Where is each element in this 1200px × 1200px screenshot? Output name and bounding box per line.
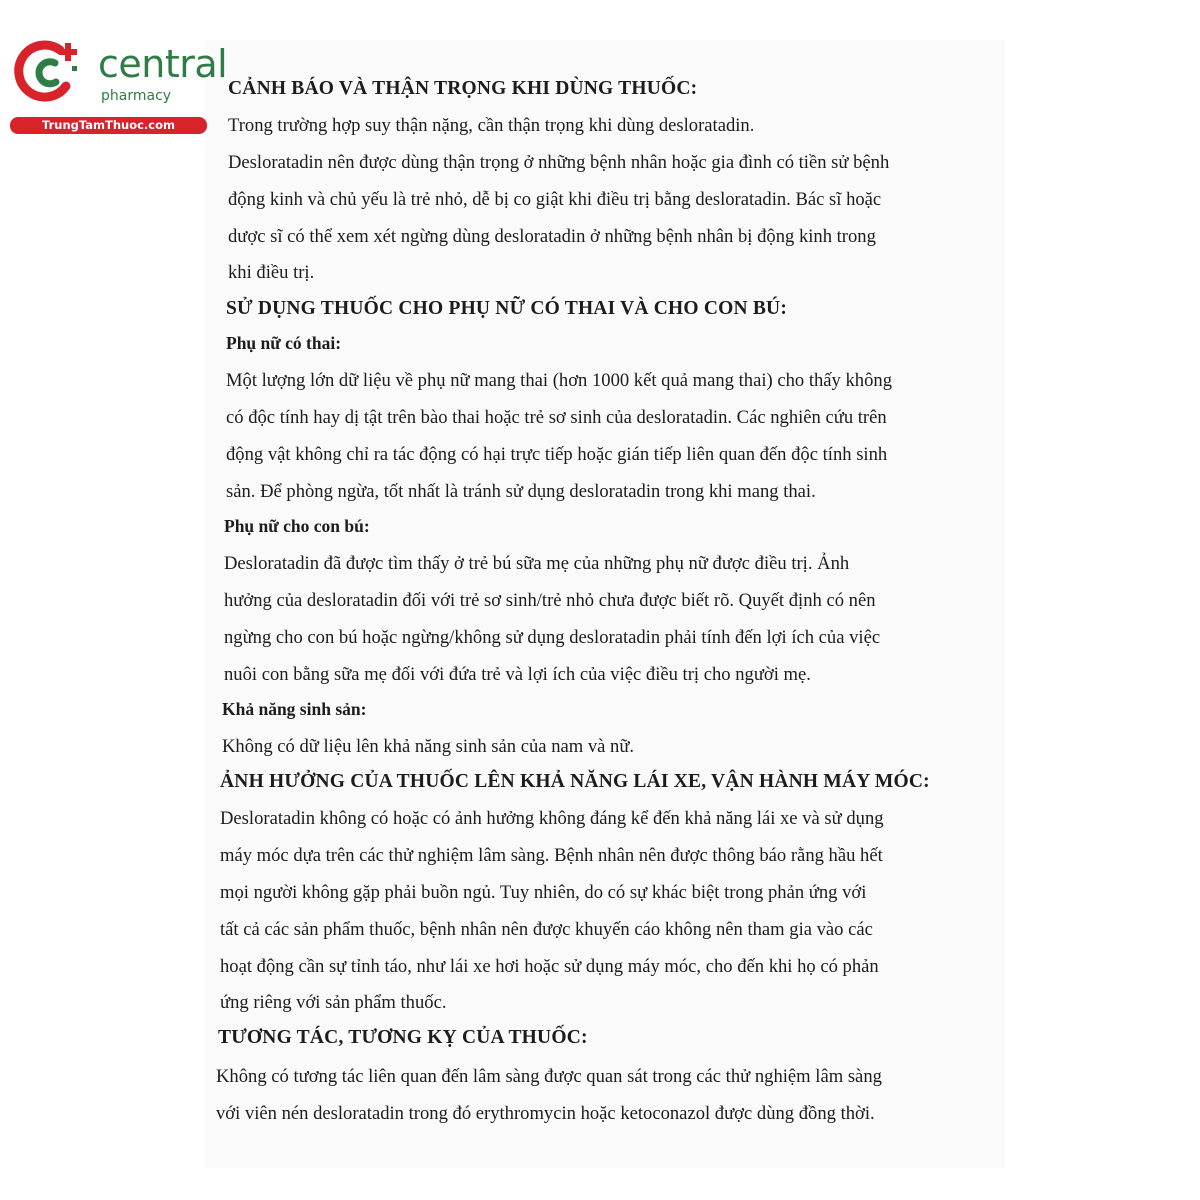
logo-website[interactable]: TrungTamThuoc.com [10,117,207,134]
logo-subtitle: pharmacy [101,88,172,104]
paragraph-line: hưởng của desloratadin đối với trẻ sơ sinh/trẻ nhỏ chưa được biết rõ. Quyết định có nên [224,590,876,611]
paragraph-line: dược sĩ có thể xem xét ngừng dùng desloratadin ở những bệnh nhân bị động kinh trong [228,226,876,247]
paragraph-line: mọi người không gặp phải buồn ngủ. Tuy nhiên, do có sự khác biệt trong phản ứng với [220,882,867,903]
paragraph-line: tất cả các sản phẩm thuốc, bệnh nhân nên được khuyến cáo không nên tham gia vào các [220,919,873,940]
paragraph-line: khi điều trị. [228,262,315,283]
paragraph-line: ngừng cho con bú hoặc ngừng/không sử dụng desloratadin phải tính đến lợi ích của việc [224,627,881,648]
section-heading-driving: ẢNH HƯỞNG CỦA THUỐC LÊN KHẢ NĂNG LÁI XE, VẬN HÀNH MÁY MÓC: [220,771,930,792]
section-heading-warnings: CẢNH BÁO VÀ THẬN TRỌNG KHI DÙNG THUỐC: [228,78,698,99]
paragraph-line: nuôi con bằng sữa mẹ đối với đứa trẻ và lợi ích của việc điều trị cho người mẹ. [224,664,811,685]
subheading-pregnant-women: Phụ nữ có thai: [226,333,342,353]
paragraph-line: máy móc dựa trên các thử nghiệm lâm sàng. Bệnh nhân nên được thông báo rằng hầu hết [220,845,883,866]
subheading-breastfeeding: Phụ nữ cho con bú: [224,516,370,536]
paragraph-line: động kinh và chủ yếu là trẻ nhỏ, dễ bị co giật khi điều trị bằng desloratadin. Bác sĩ hoặc [228,189,882,210]
paragraph-line: Desloratadin đã được tìm thấy ở trẻ bú sữa mẹ của những phụ nữ được điều trị. Ảnh [224,553,850,574]
paragraph-line: Desloratadin nên được dùng thận trọng ở những bệnh nhân hoặc gia đình có tiền sử bệnh [228,152,890,173]
paragraph-line: có độc tính hay dị tật trên bào thai hoặc trẻ sơ sinh của desloratadin. Các nghiên cứu trên [226,407,887,428]
paragraph-line: Trong trường hợp suy thận nặng, cần thận trọng khi dùng desloratadin. [228,115,755,136]
paragraph-line: Một lượng lớn dữ liệu về phụ nữ mang thai (hơn 1000 kết quả mang thai) cho thấy không [226,370,892,391]
subheading-fertility: Khả năng sinh sản: [222,699,367,719]
paragraph-line: động vật không chỉ ra tác động có hại trực tiếp hoặc gián tiếp liên quan đến độc tính sinh [226,444,888,465]
paragraph-line: sản. Để phòng ngừa, tốt nhất là tránh sử dụng desloratadin trong khi mang thai. [226,481,816,502]
section-heading-interactions: TƯƠNG TÁC, TƯƠNG KỴ CỦA THUỐC: [218,1027,588,1048]
paragraph-line: Desloratadin không có hoặc có ảnh hưởng không đáng kể đến khả năng lái xe và sử dụng [220,808,884,829]
logo-brand-name: central [98,42,228,86]
paragraph-line: Không có dữ liệu lên khả năng sinh sản của nam và nữ. [222,736,635,757]
paragraph-line: Không có tương tác liên quan đến lâm sàng được quan sát trong các thử nghiệm lâm sàng [216,1066,882,1087]
paragraph-line: ứng riêng với sản phẩm thuốc. [220,992,447,1013]
paragraph-line: với viên nén desloratadin trong đó erythromycin hoặc ketoconazol được dùng đồng thời. [216,1103,875,1124]
paragraph-line: hoạt động cần sự tỉnh táo, như lái xe hơi hoặc sử dụng máy móc, cho đến khi họ có phản [220,956,879,977]
section-heading-pregnancy: SỬ DỤNG THUỐC CHO PHỤ NỮ CÓ THAI VÀ CHO CON BÚ: [226,298,788,319]
